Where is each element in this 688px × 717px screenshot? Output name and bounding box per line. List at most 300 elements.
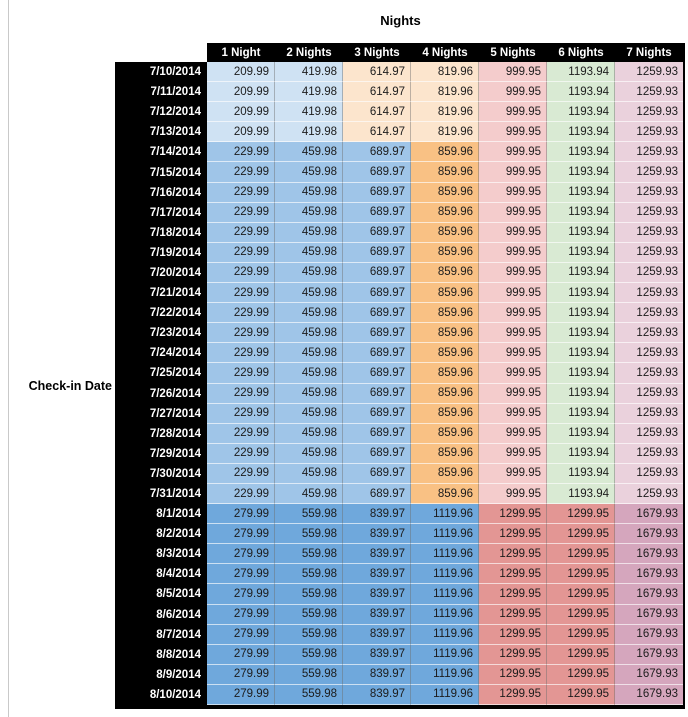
price-cell: 459.98	[275, 404, 343, 424]
price-cell: 419.98	[275, 122, 343, 142]
price-cell: 1259.93	[615, 203, 683, 223]
table-row	[115, 363, 683, 383]
table-row	[115, 564, 683, 584]
price-cell: 859.96	[411, 464, 479, 484]
price-cell: 1299.95	[547, 685, 615, 705]
row-header-date: 7/27/2014	[115, 404, 207, 424]
price-cell: 229.99	[207, 223, 275, 243]
price-cell: 859.96	[411, 162, 479, 182]
price-cell: 459.98	[275, 263, 343, 283]
price-cell: 1259.93	[615, 444, 683, 464]
price-cell: 1259.93	[615, 183, 683, 203]
price-cell: 1679.93	[615, 665, 683, 685]
price-cell: 1193.94	[547, 62, 615, 82]
price-cell: 859.96	[411, 484, 479, 504]
row-header-date: 7/13/2014	[115, 122, 207, 142]
price-cell: 1299.95	[547, 665, 615, 685]
column-header-2-night: 2 Nights	[275, 43, 343, 62]
price-cell: 859.96	[411, 404, 479, 424]
price-cell: 229.99	[207, 424, 275, 444]
price-cell: 1119.96	[411, 524, 479, 544]
price-cell: 689.97	[343, 464, 411, 484]
table-row	[115, 404, 683, 424]
price-cell: 1119.96	[411, 544, 479, 564]
price-cell: 559.98	[275, 605, 343, 625]
price-cell: 229.99	[207, 183, 275, 203]
price-cell: 559.98	[275, 564, 343, 584]
price-cell: 839.97	[343, 605, 411, 625]
price-cell: 209.99	[207, 122, 275, 142]
price-cell: 1299.95	[479, 645, 547, 665]
price-cell: 999.95	[479, 404, 547, 424]
price-cell: 614.97	[343, 102, 411, 122]
price-cell: 999.95	[479, 424, 547, 444]
table-row	[115, 484, 683, 504]
pane-divider-line	[8, 0, 9, 717]
price-cell: 839.97	[343, 584, 411, 604]
price-cell: 859.96	[411, 203, 479, 223]
row-header-date: 7/22/2014	[115, 303, 207, 323]
price-cell: 559.98	[275, 504, 343, 524]
pricing-table	[115, 43, 685, 709]
price-cell: 1259.93	[615, 82, 683, 102]
price-cell: 1119.96	[411, 504, 479, 524]
price-cell: 819.96	[411, 102, 479, 122]
price-cell: 999.95	[479, 283, 547, 303]
price-cell: 1259.93	[615, 62, 683, 82]
price-cell: 689.97	[343, 323, 411, 343]
price-cell: 859.96	[411, 263, 479, 283]
column-header-5-night: 5 Nights	[479, 43, 547, 62]
table-row	[115, 243, 683, 263]
price-cell: 209.99	[207, 62, 275, 82]
price-cell: 229.99	[207, 162, 275, 182]
price-cell: 419.98	[275, 82, 343, 102]
table-row	[115, 62, 683, 82]
price-cell: 1679.93	[615, 564, 683, 584]
price-cell: 229.99	[207, 343, 275, 363]
price-cell: 279.99	[207, 605, 275, 625]
price-cell: 859.96	[411, 142, 479, 162]
price-cell: 559.98	[275, 665, 343, 685]
price-cell: 859.96	[411, 183, 479, 203]
price-cell: 1259.93	[615, 263, 683, 283]
table-row	[115, 504, 683, 524]
price-cell: 819.96	[411, 82, 479, 102]
row-header-date: 7/18/2014	[115, 223, 207, 243]
price-cell: 229.99	[207, 363, 275, 383]
price-cell: 999.95	[479, 464, 547, 484]
price-cell: 459.98	[275, 484, 343, 504]
table-row	[115, 685, 683, 705]
price-cell: 229.99	[207, 384, 275, 404]
price-cell: 689.97	[343, 223, 411, 243]
table-title-nights: Nights	[380, 13, 421, 28]
price-cell: 689.97	[343, 283, 411, 303]
price-cell: 999.95	[479, 183, 547, 203]
price-cell: 459.98	[275, 203, 343, 223]
price-cell: 1193.94	[547, 424, 615, 444]
price-cell: 839.97	[343, 685, 411, 705]
row-header-date: 7/19/2014	[115, 243, 207, 263]
price-cell: 1299.95	[479, 564, 547, 584]
table-row	[115, 303, 683, 323]
row-header-date: 7/26/2014	[115, 384, 207, 404]
price-cell: 459.98	[275, 323, 343, 343]
price-cell: 1193.94	[547, 283, 615, 303]
price-cell: 839.97	[343, 665, 411, 685]
price-cell: 999.95	[479, 343, 547, 363]
price-cell: 859.96	[411, 323, 479, 343]
row-header-date: 7/28/2014	[115, 424, 207, 444]
price-cell: 999.95	[479, 484, 547, 504]
price-cell: 459.98	[275, 363, 343, 383]
price-cell: 1299.95	[479, 524, 547, 544]
table-row	[115, 524, 683, 544]
price-cell: 1193.94	[547, 263, 615, 283]
row-header-date: 8/8/2014	[115, 645, 207, 665]
price-cell: 1259.93	[615, 122, 683, 142]
price-cell: 1259.93	[615, 363, 683, 383]
price-cell: 1679.93	[615, 685, 683, 705]
price-cell: 459.98	[275, 343, 343, 363]
price-cell: 1259.93	[615, 223, 683, 243]
price-cell: 1119.96	[411, 625, 479, 645]
price-cell: 689.97	[343, 444, 411, 464]
price-cell: 459.98	[275, 283, 343, 303]
price-cell: 1193.94	[547, 162, 615, 182]
price-cell: 999.95	[479, 142, 547, 162]
price-cell: 229.99	[207, 464, 275, 484]
column-header-1-night: 1 Night	[207, 43, 275, 62]
price-cell: 279.99	[207, 524, 275, 544]
table-row	[115, 384, 683, 404]
price-cell: 859.96	[411, 424, 479, 444]
price-cell: 689.97	[343, 343, 411, 363]
price-cell: 1119.96	[411, 645, 479, 665]
price-cell: 1259.93	[615, 162, 683, 182]
price-cell: 1679.93	[615, 625, 683, 645]
price-cell: 1299.95	[479, 685, 547, 705]
price-cell: 1193.94	[547, 223, 615, 243]
row-header-date: 7/14/2014	[115, 142, 207, 162]
table-row	[115, 544, 683, 564]
price-cell: 614.97	[343, 122, 411, 142]
price-cell: 279.99	[207, 685, 275, 705]
price-cell: 689.97	[343, 363, 411, 383]
price-cell: 1299.95	[479, 584, 547, 604]
price-cell: 209.99	[207, 102, 275, 122]
price-cell: 279.99	[207, 564, 275, 584]
price-cell: 1193.94	[547, 203, 615, 223]
price-cell: 559.98	[275, 625, 343, 645]
price-cell: 1679.93	[615, 504, 683, 524]
price-cell: 839.97	[343, 504, 411, 524]
price-cell: 459.98	[275, 142, 343, 162]
price-cell: 999.95	[479, 263, 547, 283]
price-cell: 559.98	[275, 584, 343, 604]
table-row	[115, 283, 683, 303]
price-cell: 229.99	[207, 142, 275, 162]
price-cell: 839.97	[343, 564, 411, 584]
price-cell: 859.96	[411, 243, 479, 263]
price-cell: 459.98	[275, 444, 343, 464]
price-cell: 999.95	[479, 223, 547, 243]
price-cell: 1193.94	[547, 303, 615, 323]
price-cell: 1299.95	[547, 605, 615, 625]
column-header-4-night: 4 Nights	[411, 43, 479, 62]
price-cell: 1193.94	[547, 404, 615, 424]
price-cell: 459.98	[275, 424, 343, 444]
price-cell: 839.97	[343, 645, 411, 665]
table-row	[115, 665, 683, 685]
row-header-date: 8/4/2014	[115, 564, 207, 584]
price-cell: 1193.94	[547, 82, 615, 102]
price-cell: 859.96	[411, 343, 479, 363]
price-cell: 1299.95	[547, 645, 615, 665]
price-cell: 229.99	[207, 303, 275, 323]
column-header-row	[115, 43, 683, 62]
table-row	[115, 464, 683, 484]
table-row	[115, 142, 683, 162]
price-cell: 1679.93	[615, 544, 683, 564]
price-cell: 1119.96	[411, 665, 479, 685]
price-cell: 1119.96	[411, 564, 479, 584]
price-cell: 209.99	[207, 82, 275, 102]
pricing-grid-body	[115, 62, 683, 705]
price-cell: 229.99	[207, 263, 275, 283]
price-cell: 999.95	[479, 303, 547, 323]
price-cell: 1193.94	[547, 243, 615, 263]
row-header-date: 7/10/2014	[115, 62, 207, 82]
price-cell: 999.95	[479, 62, 547, 82]
price-cell: 1193.94	[547, 142, 615, 162]
price-cell: 1299.95	[479, 605, 547, 625]
price-cell: 999.95	[479, 102, 547, 122]
row-header-date: 8/3/2014	[115, 544, 207, 564]
price-cell: 614.97	[343, 62, 411, 82]
price-cell: 279.99	[207, 504, 275, 524]
table-row	[115, 102, 683, 122]
price-cell: 859.96	[411, 283, 479, 303]
price-cell: 1193.94	[547, 323, 615, 343]
price-cell: 689.97	[343, 162, 411, 182]
price-cell: 459.98	[275, 384, 343, 404]
price-cell: 559.98	[275, 544, 343, 564]
table-row	[115, 323, 683, 343]
price-cell: 559.98	[275, 685, 343, 705]
price-cell: 859.96	[411, 303, 479, 323]
table-row	[115, 183, 683, 203]
price-cell: 819.96	[411, 62, 479, 82]
row-header-date: 8/5/2014	[115, 584, 207, 604]
price-cell: 1259.93	[615, 464, 683, 484]
price-cell: 689.97	[343, 384, 411, 404]
price-cell: 1299.95	[547, 584, 615, 604]
price-cell: 1679.93	[615, 524, 683, 544]
price-cell: 1193.94	[547, 122, 615, 142]
column-header-6-night: 6 Nights	[547, 43, 615, 62]
price-cell: 559.98	[275, 524, 343, 544]
price-cell: 689.97	[343, 243, 411, 263]
price-cell: 459.98	[275, 223, 343, 243]
table-row	[115, 424, 683, 444]
price-cell: 459.98	[275, 243, 343, 263]
price-cell: 839.97	[343, 625, 411, 645]
price-cell: 1193.94	[547, 464, 615, 484]
price-cell: 689.97	[343, 183, 411, 203]
price-cell: 1259.93	[615, 303, 683, 323]
price-cell: 1679.93	[615, 605, 683, 625]
table-row	[115, 584, 683, 604]
price-cell: 999.95	[479, 444, 547, 464]
row-header-date: 8/7/2014	[115, 625, 207, 645]
column-header-7-night: 7 Nights	[615, 43, 683, 62]
row-header-date: 7/16/2014	[115, 183, 207, 203]
row-header-date: 7/15/2014	[115, 162, 207, 182]
price-cell: 279.99	[207, 645, 275, 665]
price-cell: 279.99	[207, 584, 275, 604]
price-cell: 839.97	[343, 524, 411, 544]
price-cell: 1299.95	[479, 544, 547, 564]
price-cell: 1193.94	[547, 484, 615, 504]
price-cell: 859.96	[411, 384, 479, 404]
row-header-date: 8/10/2014	[115, 685, 207, 705]
price-cell: 1299.95	[547, 564, 615, 584]
price-cell: 689.97	[343, 142, 411, 162]
price-cell: 1299.95	[479, 504, 547, 524]
table-row	[115, 263, 683, 283]
price-cell: 999.95	[479, 243, 547, 263]
price-cell: 229.99	[207, 404, 275, 424]
row-header-date: 7/31/2014	[115, 484, 207, 504]
price-cell: 1119.96	[411, 685, 479, 705]
price-cell: 999.95	[479, 363, 547, 383]
price-cell: 279.99	[207, 544, 275, 564]
price-cell: 999.95	[479, 82, 547, 102]
price-cell: 419.98	[275, 102, 343, 122]
table-row	[115, 343, 683, 363]
row-header-date: 7/24/2014	[115, 343, 207, 363]
price-cell: 1679.93	[615, 645, 683, 665]
price-cell: 1193.94	[547, 102, 615, 122]
price-cell: 689.97	[343, 484, 411, 504]
price-cell: 1299.95	[479, 665, 547, 685]
price-cell: 999.95	[479, 323, 547, 343]
price-cell: 689.97	[343, 424, 411, 444]
price-cell: 614.97	[343, 82, 411, 102]
row-axis-label: Check-in Date	[28, 379, 112, 393]
price-cell: 1259.93	[615, 102, 683, 122]
price-cell: 999.95	[479, 122, 547, 142]
row-header-date: 7/21/2014	[115, 283, 207, 303]
price-cell: 229.99	[207, 283, 275, 303]
price-cell: 999.95	[479, 203, 547, 223]
price-cell: 1193.94	[547, 384, 615, 404]
row-header-date: 7/20/2014	[115, 263, 207, 283]
price-cell: 229.99	[207, 203, 275, 223]
price-cell: 1299.95	[547, 544, 615, 564]
price-cell: 689.97	[343, 263, 411, 283]
price-cell: 229.99	[207, 484, 275, 504]
row-header-date: 7/25/2014	[115, 363, 207, 383]
row-header-date: 7/12/2014	[115, 102, 207, 122]
price-cell: 1299.95	[479, 625, 547, 645]
table-row	[115, 645, 683, 665]
price-cell: 859.96	[411, 223, 479, 243]
price-cell: 459.98	[275, 162, 343, 182]
row-header-date: 7/11/2014	[115, 82, 207, 102]
price-cell: 1299.95	[547, 524, 615, 544]
price-cell: 1259.93	[615, 343, 683, 363]
price-cell: 689.97	[343, 303, 411, 323]
price-cell: 999.95	[479, 384, 547, 404]
price-cell: 419.98	[275, 62, 343, 82]
price-cell: 559.98	[275, 645, 343, 665]
table-row	[115, 203, 683, 223]
price-cell: 459.98	[275, 464, 343, 484]
table-row	[115, 223, 683, 243]
price-cell: 999.95	[479, 162, 547, 182]
price-cell: 279.99	[207, 625, 275, 645]
price-cell: 1193.94	[547, 183, 615, 203]
column-header-3-night: 3 Nights	[343, 43, 411, 62]
price-cell: 1193.94	[547, 363, 615, 383]
table-row	[115, 605, 683, 625]
price-cell: 279.99	[207, 665, 275, 685]
price-cell: 859.96	[411, 444, 479, 464]
price-cell: 459.98	[275, 303, 343, 323]
price-cell: 459.98	[275, 183, 343, 203]
price-cell: 1193.94	[547, 343, 615, 363]
price-cell: 859.96	[411, 363, 479, 383]
price-cell: 1299.95	[547, 504, 615, 524]
price-cell: 1259.93	[615, 424, 683, 444]
price-cell: 1679.93	[615, 584, 683, 604]
price-cell: 1259.93	[615, 142, 683, 162]
price-cell: 1193.94	[547, 444, 615, 464]
price-cell: 819.96	[411, 122, 479, 142]
table-row	[115, 444, 683, 464]
price-cell: 689.97	[343, 404, 411, 424]
price-cell: 1119.96	[411, 605, 479, 625]
table-row	[115, 162, 683, 182]
price-cell: 1259.93	[615, 283, 683, 303]
table-row	[115, 625, 683, 645]
row-header-date: 8/1/2014	[115, 504, 207, 524]
row-header-date: 7/29/2014	[115, 444, 207, 464]
row-header-date: 7/23/2014	[115, 323, 207, 343]
table-row	[115, 82, 683, 102]
price-cell: 1259.93	[615, 484, 683, 504]
price-cell: 1119.96	[411, 584, 479, 604]
row-header-date: 8/6/2014	[115, 605, 207, 625]
row-header-date: 8/2/2014	[115, 524, 207, 544]
price-cell: 689.97	[343, 203, 411, 223]
row-header-date: 8/9/2014	[115, 665, 207, 685]
row-header-date: 7/17/2014	[115, 203, 207, 223]
price-cell: 839.97	[343, 544, 411, 564]
price-cell: 229.99	[207, 243, 275, 263]
price-cell: 1299.95	[547, 625, 615, 645]
price-cell: 1259.93	[615, 323, 683, 343]
price-cell: 1259.93	[615, 384, 683, 404]
price-cell: 1259.93	[615, 404, 683, 424]
price-cell: 229.99	[207, 444, 275, 464]
price-cell: 229.99	[207, 323, 275, 343]
row-header-date: 7/30/2014	[115, 464, 207, 484]
header-corner-spacer	[115, 43, 207, 62]
